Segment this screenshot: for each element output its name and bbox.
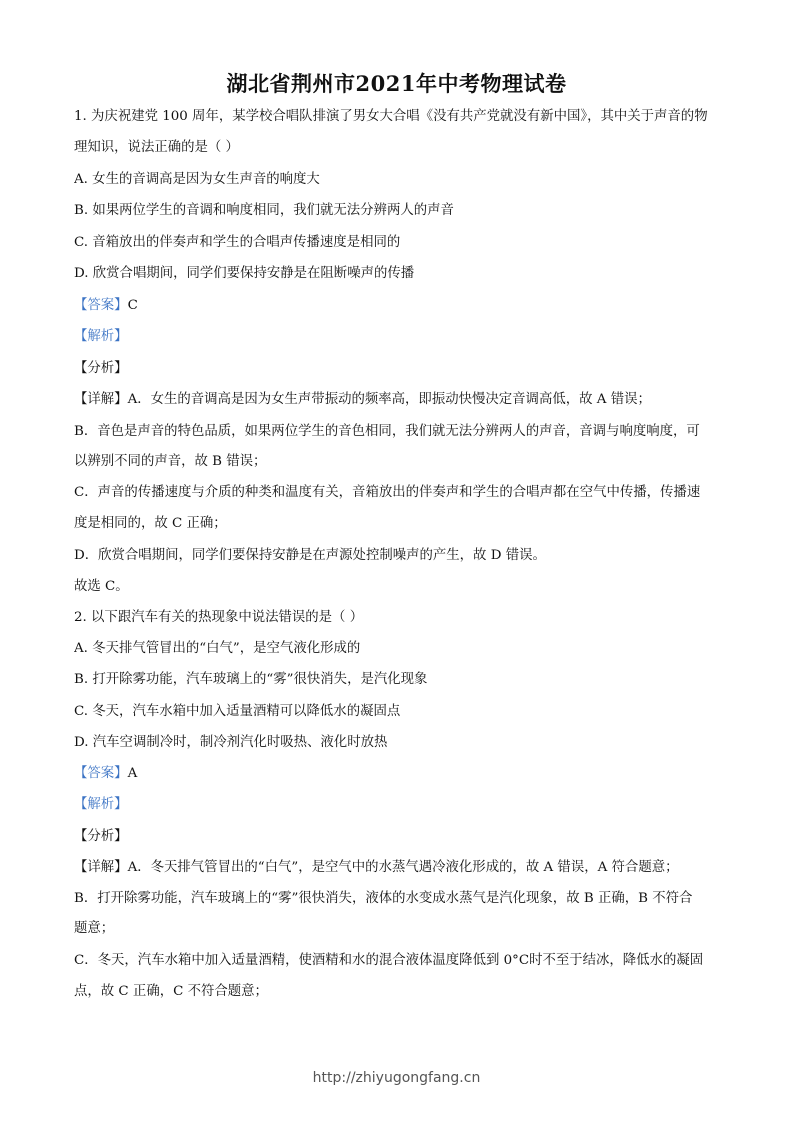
q2-jiexi-tag: 【解析】 [74,797,128,812]
q1-stem-line2: 理知识，说法正确的是（ ） [74,140,239,155]
q2-option-c: C. 冬天，汽车水箱中加入适量酒精可以降低水的凝固点 [74,704,401,719]
answer-tag: 【答案】 [74,298,128,313]
q2-option-b: B. 打开除雾功能，汽车玻璃上的“雾”很快消失，是汽化现象 [74,672,428,687]
answer-tag: 【答案】 [74,766,128,781]
q1-jiexi-tag: 【解析】 [74,329,128,344]
q2-detail-line1 [74,859,724,877]
q1-detail-line4: C．声音的传播速度与介质的种类和温度有关，音箱放出的伴奏声和学生的合唱声都在空气中传播，传播速 [74,485,701,500]
q2-fenxi-tag: 【分析】 [74,829,128,844]
answer-value: A [127,766,138,781]
q2-stem: 2. 以下跟汽车有关的热现象中说法错误的是（ ） [74,610,364,625]
answer-value: C [127,298,138,313]
q2-option-a: A. 冬天排气管冒出的“白气”，是空气液化形成的 [74,641,361,656]
q2-answer [74,765,724,783]
detail-text: A．女生的音调高是因为女生声带振动的频率高，即振动快慢决定音调高低，故 A 错误； [127,392,651,407]
q2-detail-line5: 点，故 C 正确，C 不符合题意； [74,984,268,999]
q2-detail-line4: C．冬天，汽车水箱中加入适量酒精，使酒精和水的混合液体温度降低到 0°C时不至于结冰，降低水的凝固 [74,953,704,968]
q2-detail-line3: 题意； [74,921,115,936]
q1-detail-line6: D．欣赏合唱期间，同学们要保持安静是在声源处控制噪声的产生，故 D 错误。 [74,548,546,563]
q1-detail-line3: 以辨别不同的声音，故 B 错误； [74,454,267,469]
q2-detail-line2: B．打开除雾功能，汽车玻璃上的“雾”很快消失，液体的水变成水蒸气是汽化现象，故 B 正确，B 不符合 [74,891,693,906]
q1-fenxi-tag: 【分析】 [74,361,128,376]
detail-text: A．冬天排气管冒出的“白气”，是空气中的水蒸气遇冷液化形成的，故 A 错误，A 符合题意； [127,860,679,875]
q1-conclusion: 故选 C。 [74,579,129,594]
q1-detail-line5: 度是相同的，故 C 正确； [74,516,227,531]
page-title: 湖北省荆州市2021年中考物理试卷 [226,71,567,96]
q1-stem-line1: 1. 为庆祝建党 100 周年，某学校合唱队排演了男女大合唱《没有共产党就没有新中国》，其中关于声音的物 [74,109,708,124]
q1-option-a: A. 女生的音调高是因为女生声音的响度大 [74,172,320,187]
q1-detail-line2: B．音色是声音的特色品质，如果两位学生的音色相同，我们就无法分辨两人的声音，音调与响度响度，可 [74,424,700,439]
q2-option-d: D. 汽车空调制冷时，制冷剂汽化时吸热、液化时放热 [74,735,388,750]
q1-option-c: C. 音箱放出的伴奏声和学生的合唱声传播速度是相同的 [74,235,401,250]
q1-option-d: D. 欣赏合唱期间，同学们要保持安静是在阻断噪声的传播 [74,266,415,281]
xiangjie-tag: 【详解】 [74,860,128,875]
q1-option-b: B. 如果两位学生的音调和响度相同，我们就无法分辨两人的声音 [74,203,454,218]
footer-url[interactable]: http://zhiyugongfang.cn [312,1070,481,1086]
q1-detail-line1 [74,391,724,409]
q1-answer [74,297,724,315]
xiangjie-tag: 【详解】 [74,392,128,407]
